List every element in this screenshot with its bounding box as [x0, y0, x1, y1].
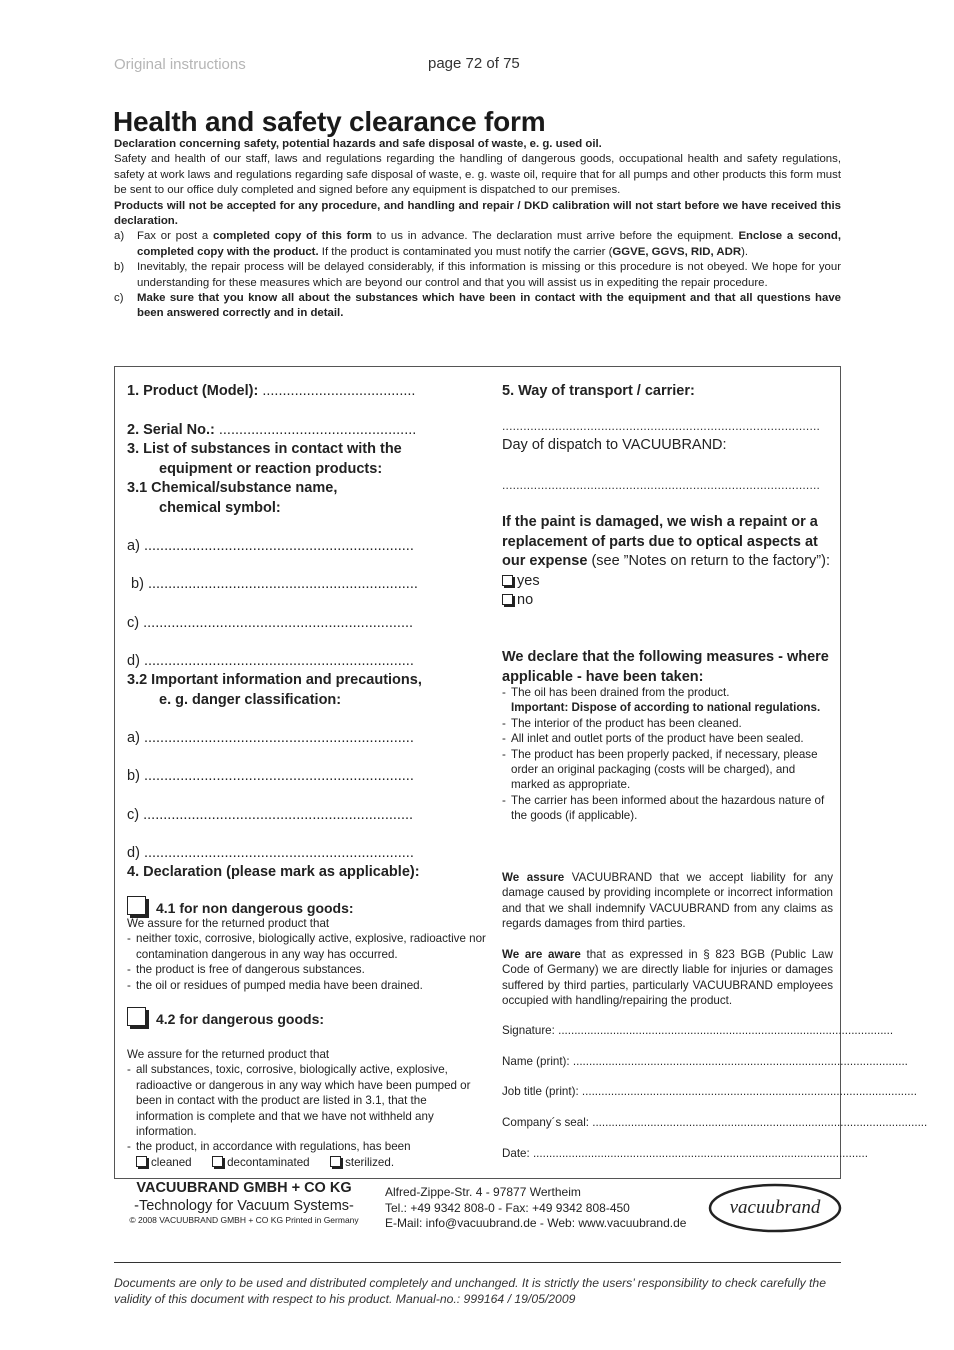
list-item: - the product, in accordance with regulations, has been: [127, 1140, 411, 1154]
company-name: VACUUBRAND GMBH + CO KG: [136, 1180, 352, 1196]
job-title-field[interactable]: Job title (print): ........................................................................................................: [502, 1085, 917, 1098]
checkbox-icon[interactable]: [127, 896, 146, 915]
paint-yes-option[interactable]: yes: [502, 572, 832, 592]
list-item: - The oil has been drained from the product. Important: Dispose of according to national regulations.: [502, 686, 821, 715]
checkbox-icon: [502, 594, 513, 605]
list-item: - The carrier has been informed about the hazardous nature of the goods (if applicable).: [502, 793, 825, 823]
list-item: - all substances, toxic, corrosive, biologically active, explosive, radioactive or dangerous in any way which have been pumped or been in contact with the product are listed in 3.1, that the information is complete and that we have not withheld any information.: [127, 1063, 471, 1139]
checkbox-icon: [136, 1156, 147, 1167]
checkbox-icon: [502, 575, 513, 586]
company-slogan: -Technology for Vacuum Systems-: [134, 1198, 354, 1214]
paint-section: If the paint is damaged, we wish a repaint or a replacement of parts due to optical aspects at our expense (see ”Notes on return to the factory”): yes no: [502, 513, 832, 611]
measures-list: [502, 685, 827, 824]
list-item: b) Inevitably, the repair process will be delayed considerably, if this information is missing or this procedure is not obeyed. We hope for your understanding for these measures which are beyond our control and that you will assist us in expediting the repair procedure.: [114, 261, 841, 289]
copyright: © 2008 VACUUBRAND GMBH + CO KG Printed in Germany: [129, 1215, 359, 1225]
list-item: - The product has been properly packed, if necessary, please order an original packaging (costs will be charged), and marked as appropriate.: [502, 747, 818, 792]
substance-c-field[interactable]: c) ...................................................................: [127, 615, 414, 631]
list-item: - the oil or residues of pumped media have been drained.: [127, 978, 423, 992]
signature-field[interactable]: Signature: ........................................................................................................: [502, 1024, 894, 1037]
paint-no-option[interactable]: no: [502, 591, 832, 611]
substance-d-field[interactable]: d) ...................................................................: [127, 653, 414, 669]
disclaimer: Documents are only to be used and distributed completely and unchanged. It is strictly the users’ responsibility to check carefully the validity of this document with respect to his product. Manual-no.: 999164 / 19/05/2009: [114, 1276, 826, 1306]
declaration-heading: 4. Declaration (please mark as applicable):: [127, 864, 420, 880]
list-item: - All inlet and outlet ports of the product have been sealed.: [502, 732, 804, 746]
dangerous-text: We assure for the returned product that - all substances, toxic, corrosive, biologically active, explosive, radioactive or dangerous in any way which have been pumped or been in contact with the product are listed in 3.1, that the information is complete and that we have not withheld any information. - the product, in accordance with regulations, has been cleaned decontaminated sterilized.: [127, 1047, 477, 1170]
precaution-a-field[interactable]: a) ...................................................................: [127, 730, 414, 746]
intro-list: [114, 229, 841, 321]
footer-divider: [114, 1262, 841, 1263]
non-dangerous-text: We assure for the returned product that - neither toxic, corrosive, biologically active, explosive, radioactive nor contamination dangerous in any way has occurred. - the product is free of dangerous substances. - the oil or residues of pumped media have been drained.: [127, 917, 486, 992]
intro-warning: Products will not be accepted for any procedure, and handling and repair / DKD calibration will not start before we have received this declaration.: [114, 199, 841, 228]
header-left-label: Original instructions: [114, 56, 246, 73]
intro-paragraph: Safety and health of our staff, laws and regulations regarding the handling of dangerous goods, occupational health and safety regulations, safety at work laws and regulations regarding safe disposal of waste, e. g. waste oil, require that for all pumps and other products this form must be sent to our office duly completed and signed before any equipment is dispatched to our premises.: [114, 153, 841, 197]
precaution-c-field[interactable]: c) ...................................................................: [127, 807, 414, 823]
vacuubrand-logo: [708, 1182, 842, 1234]
intro-section: [114, 137, 841, 322]
list-item: - neither toxic, corrosive, biologically active, explosive, radioactive nor contamination dangerous in any way has occurred.: [127, 932, 486, 961]
list-item: c) Make sure that you know all about the substances which have been in contact with the equipment and that all questions have been answered correctly and in detail.: [114, 292, 841, 320]
precaution-d-field[interactable]: d) ...................................................................: [127, 845, 414, 861]
checkbox-icon: [330, 1156, 341, 1167]
liability-text: We assure VACUUBRAND that we accept liability for any damage caused by providing incomplete or incorrect information and that we shall indemnify VACUUBRAND from any claims as regards damages from third parties.: [502, 871, 833, 931]
measures-heading: We declare that the following measures - where applicable - have been taken:: [502, 649, 829, 685]
contact-links[interactable]: E-Mail: info@vacuubrand.de - Web: www.vacuubrand.de: [385, 1216, 687, 1230]
transport-field[interactable]: ..........................................................................................: [502, 419, 821, 433]
list-item: a) Fax or post a completed copy of this form to us in advance. The declaration must arrive before the equipment. Enclose a second, completed copy with the product. If the product is contaminated you must notify the carrier (GGVE, GGVS, RID, ADR).: [114, 230, 842, 258]
date-field[interactable]: Date: ........................................................................................................: [502, 1147, 868, 1160]
intro-subtitle: Declaration concerning safety, potential hazards and safe disposal of waste, e. g. used oil.: [114, 138, 602, 150]
precaution-b-field[interactable]: b) ...................................................................: [127, 768, 414, 784]
treatment-options: [127, 1155, 477, 1170]
substance-a-field[interactable]: a) ...................................................................: [127, 538, 414, 554]
list-item: - The interior of the product has been cleaned.: [502, 716, 742, 730]
non-dangerous-option[interactable]: 4.1 for non dangerous goods:: [127, 896, 472, 920]
dangerous-option[interactable]: 4.2 for dangerous goods:: [127, 1007, 472, 1031]
substance-b-field[interactable]: b) ...................................................................: [131, 576, 418, 592]
precautions-heading: 3.2 Important information and precautions, e. g. danger classification:: [127, 672, 422, 708]
company-seal-field[interactable]: Company´s seal: ........................................................................................................: [502, 1116, 928, 1129]
page-number: page 72 of 75: [428, 55, 520, 72]
checkbox-icon: [212, 1156, 223, 1167]
dispatch-label: Day of dispatch to VACUUBRAND:: [502, 437, 727, 453]
company-address: Alfred-Zippe-Str. 4 - 97877 Wertheim Tel.: +49 9342 808-0 - Fax: +49 9342 808-450 E-Mail: info@vacuubrand.de - Web: www.vacuubrand.de: [385, 1185, 687, 1230]
product-model-field[interactable]: 1. Product (Model): ......................................: [127, 383, 416, 399]
serial-no-field[interactable]: 2. Serial No.: .................................................: [127, 422, 417, 438]
name-field[interactable]: Name (print): ........................................................................................................: [502, 1055, 908, 1068]
page-title: Health and safety clearance form: [113, 106, 546, 137]
transport-heading: 5. Way of transport / carrier:: [502, 383, 695, 399]
dispatch-field[interactable]: ..........................................................................................: [502, 478, 821, 492]
decontaminated-option[interactable]: decontaminated: [212, 1156, 310, 1169]
svg-text:vacuubrand: vacuubrand: [729, 1197, 821, 1218]
cleaned-option[interactable]: cleaned: [136, 1156, 192, 1169]
substances-heading: 3. List of substances in contact with the equipment or reaction products: 3.1 Chemical/substance name, chemical symbol:: [127, 441, 402, 516]
awareness-text: We are aware that as expressed in § 823 BGB (Public Law Code of Germany) we are directly liable for injuries or damages suffered by third parties, particularly VACUUBRAND employees occupied with handling/repairing the product.: [502, 948, 834, 1008]
sterilized-option[interactable]: sterilized.: [330, 1156, 394, 1169]
company-block: [114, 1180, 374, 1225]
checkbox-icon[interactable]: [127, 1007, 146, 1026]
list-item: - the product is free of dangerous substances.: [127, 963, 365, 977]
